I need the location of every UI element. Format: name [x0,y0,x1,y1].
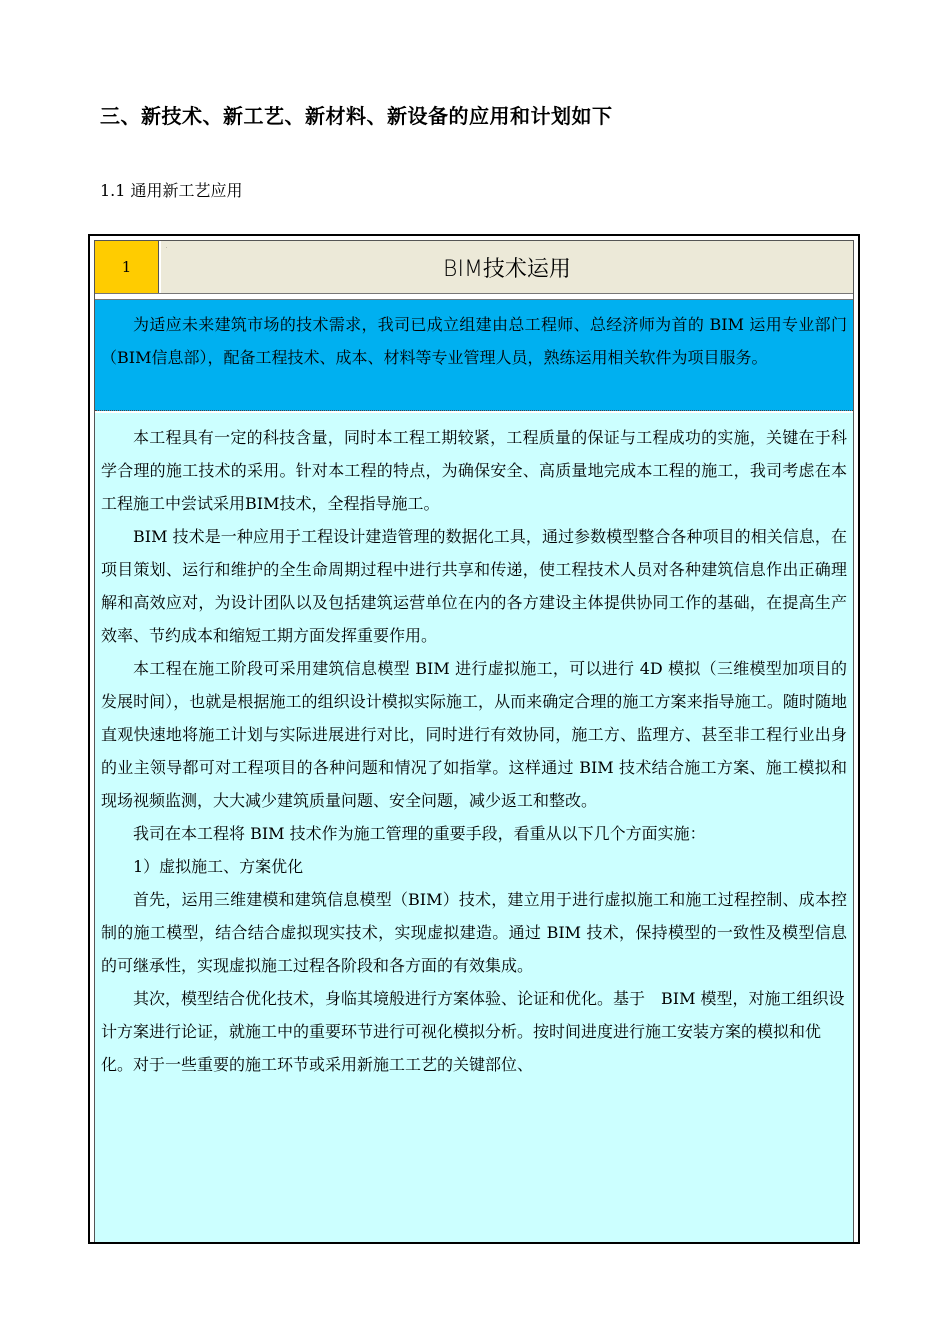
table-title-cell [161,241,853,293]
body-paragraph-6: 首先，运用三维建模和建筑信息模型（BIM）技术，建立用于进行虚拟施工和施工过程控制、成本控制的施工模型，结合结合虚拟现实技术，实现虚拟建造。通过 BIM 技术，保持模型的一致性及模型信息的可继承性，实现虚拟施工过程各阶段和各方面的有效集成。 [101,890,847,975]
section-heading: 三、新技术、新工艺、新材料、新设备的应用和计划如下 [100,104,613,128]
body-cell [95,413,853,1242]
body-paragraph-7: 其次，模型结合优化技术，身临其境般进行方案体验、论证和优化。基于 BIM 模型，对施工组织设计方案进行论证，就施工中的重要环节进行可视化模拟分析。按时间进度进行施工安装方案的模拟和优化。对于一些重要的施工环节或采用新施工工艺的关键部位、 [101,989,845,1074]
table-title: BIM技术运用 [443,256,571,282]
title-dot: · [165,243,168,252]
body-paragraph-1: 本工程具有一定的科技含量，同时本工程工期较紧，工程质量的保证与工程成功的实施，关键在于科学合理的施工技术的采用。针对本工程的特点，为确保安全、高质量地完成本工程的施工，我司考虑在本工程施工中尝试采用BIM技术，全程指导施工。 [101,428,847,513]
intro-cell [95,299,853,411]
body-paragraph-2: BIM 技术是一种应用于工程设计建造管理的数据化工具，通过参数模型整合各种项目的相关信息，在项目策划、运行和维护的全生命周期过程中进行共享和传递，使工程技术人员对各种建筑信息作出正确理解和高效应对，为设计团队以及包括建筑运营单位在内的各方建设主体提供协同工作的基础，在提高生产效率、节约成本和缩短工期方面发挥重要作用。 [101,527,847,645]
body-paragraph-4: 我司在本工程将 BIM 技术作为施工管理的重要手段，看重从以下几个方面实施： [133,824,706,843]
table-title-row [95,241,853,294]
content-table [88,234,860,1244]
body-paragraph-3: 本工程在施工阶段可采用建筑信息模型 BIM 进行虚拟施工，可以进行 4D 模拟（三维模型加项目的发展时间），也就是根据施工的组织设计模拟实际施工，从而来确定合理的施工方案来指导施工。随时随地直观快速地将施工计划与实际进展进行对比，同时进行有效协同，施工方、监理方、甚至非工程行业出身的业主领导都可对工程项目的各种问题和情况了如指掌。这样通过 BIM 技术结合施工方案、施工模拟和现场视频监测，大大减少建筑质量问题、安全问题，减少返工和整改。 [101,659,847,810]
subsection-heading: 1.1 通用新工艺应用 [100,181,243,200]
intro-paragraph: 为适应未来建筑市场的技术需求，我司已成立组建由总工程师、总经济师为首的 BIM 运用专业部门（BIM信息部），配备工程技术、成本、材料等专业管理人员，熟练运用相关软件为项目服务。 [101,315,847,367]
row-number-cell: 1 [95,241,159,293]
body-paragraph-5: 1）虚拟施工、方案优化 [133,857,304,876]
